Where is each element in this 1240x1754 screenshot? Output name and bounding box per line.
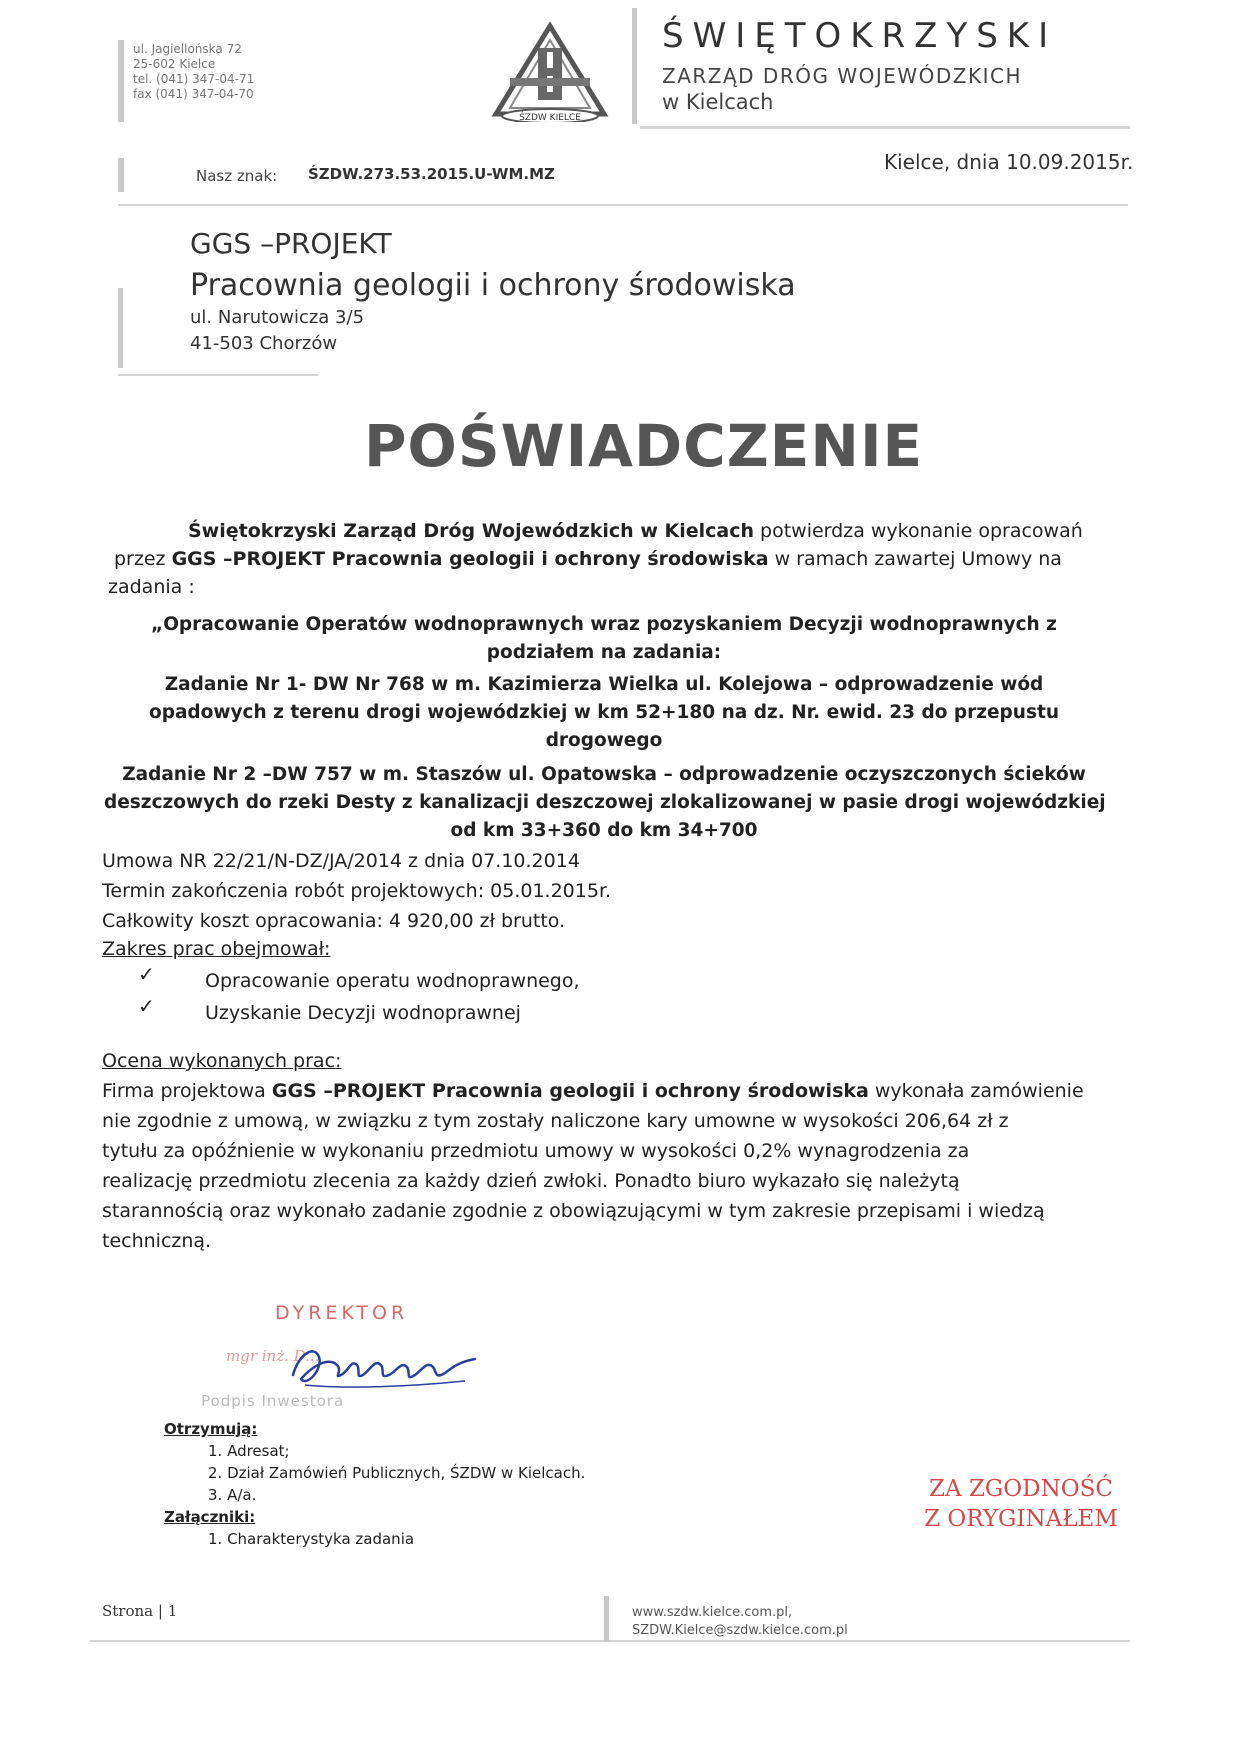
evaluation-line-1 (102, 1080, 1084, 1102)
distribution-item: 2. Dział Zamówień Publicznych, ŚZDW w Kielcach. (208, 1464, 586, 1482)
stamp-line-2: Z ORYGINAŁEM (924, 1506, 1118, 1532)
recipient-city: 41-503 Chorzów (190, 333, 338, 354)
recipient-name-line2: Pracownia geologii i ochrony środowiska (190, 268, 796, 303)
distribution-item: 1. Adresat; (208, 1442, 290, 1460)
intro-line-3: zadania : (108, 576, 195, 598)
task-line-2: podziałem na zadania: (486, 642, 722, 663)
letter-date: Kielce, dnia 10.09.2015r. (884, 150, 1134, 174)
scope-item: Uzyskanie Decyzji wodnoprawnej (205, 1002, 521, 1024)
attachment-item: 1. Charakterystyka zadania (208, 1530, 415, 1548)
email-link[interactable]: SZDW.Kielce@szdw.kielce.com.pl (632, 1623, 848, 1638)
footer-bar (604, 1596, 609, 1642)
task-line-7: deszczowych do rzeki Desty z kanalizacji deszczowej zlokalizowanej w pasie drogi wojewódzkiej (104, 792, 1106, 813)
director-name-stamp: mgr inż. D... (226, 1347, 320, 1365)
reference-number: ŚZDW.273.53.2015.U-WM.MZ (308, 165, 555, 183)
reference-label: Nasz znak: (196, 167, 278, 185)
evaluation-line-3: tytułu za opóźnienie w wykonaniu przedmiotu umowy w wysokości 0,2% wynagrodzenia za (102, 1140, 970, 1162)
page-number: Strona | 1 (102, 1602, 178, 1620)
evaluation-text-post: wykonała zamówienie (868, 1080, 1084, 1102)
evaluation-company-name: GGS –PROJEKT Pracownia geologii i ochrony środowiska (271, 1080, 869, 1102)
reference-divider (118, 204, 1128, 206)
task-line-3: Zadanie Nr 1- DW Nr 768 w m. Kazimierza Wielka ul. Kolejowa – odprowadzenie wód (164, 674, 1044, 695)
document-title: POŚWIADCZENIE (364, 412, 924, 480)
sender-street: ul. Jagiellońska 72 (133, 42, 242, 56)
evaluation-line-2: nie zgodnie z umową, w związku z tym zostały naliczone kary umowne w wysokości 206,64 zł z (102, 1110, 1009, 1132)
scope-heading: Zakres prac obejmował: (102, 938, 331, 960)
evaluation-heading: Ocena wykonanych prac: (102, 1050, 342, 1072)
recipient-bar (118, 288, 123, 368)
task-line-5: drogowego (545, 730, 663, 751)
scope-item: Opracowanie operatu wodnoprawnego, (205, 970, 580, 992)
recipient-name: GGS –PROJEKT (190, 227, 392, 260)
header-right-bar (632, 8, 637, 124)
intro-company-name: GGS –PROJEKT Pracownia geologii i ochrony środowiska (171, 548, 769, 570)
sender-phone: tel. (041) 347-04-71 (133, 72, 255, 86)
website-link[interactable]: www.szdw.kielce.com.pl, (632, 1605, 793, 1620)
recipient-street: ul. Narutowicza 3/5 (190, 307, 365, 328)
task-line-4: opadowych z terenu drogi wojewódzkiej w km 52+180 na dz. Nr. ewid. 23 do przepustu (149, 702, 1059, 723)
reference-bar (118, 158, 124, 192)
evaluation-text-pre: Firma projektowa (102, 1080, 272, 1102)
check-icon: ✓ (138, 994, 155, 1018)
szdw-logo (490, 22, 610, 122)
signature-caption: Podpis Inwestora (201, 1392, 345, 1410)
evaluation-line-6: techniczną. (102, 1230, 212, 1252)
intro-line-2 (114, 548, 1062, 570)
contract-number: Umowa NR 22/21/N-DZ/JA/2014 z dnia 07.10.2014 (102, 850, 580, 872)
task-line-1: „Opracowanie Operatów wodnoprawnych wraz pozyskaniem Decyzji wodnoprawnych z (151, 614, 1057, 635)
attachments-heading: Załączniki: (164, 1508, 256, 1526)
stamp-line-1: ZA ZGODNOŚĆ (929, 1476, 1113, 1502)
recipients-heading: Otrzymują: (164, 1420, 258, 1438)
intro-text-1: potwierdza wykonanie opracowań (754, 520, 1083, 542)
org-city: w Kielcach (662, 90, 774, 114)
task-line-8: od km 33+360 do km 34+700 (450, 820, 758, 841)
intro-line-1 (188, 520, 1083, 542)
footer-divider (90, 1640, 1130, 1642)
header-left-bar (118, 40, 124, 122)
evaluation-line-4: realizację przedmiotu zlecenia za każdy dzień zwłoki. Ponadto biuro wykazało się należytą (102, 1170, 960, 1192)
handwritten-signature (285, 1335, 485, 1395)
header-divider (640, 126, 1130, 129)
sender-postcode: 25-602 Kielce (133, 57, 216, 71)
sender-fax: fax (041) 347-04-70 (133, 87, 254, 101)
distribution-item: 3. A/a. (208, 1486, 257, 1504)
total-cost: Całkowity koszt opracowania: 4 920,00 zł brutto. (102, 910, 566, 932)
logo-caption: ŚZDW KIELCE (519, 113, 581, 122)
recipient-divider (118, 374, 318, 376)
intro-org-name: Świętokrzyski Zarząd Dróg Wojewódzkich w Kielcach (188, 520, 754, 542)
intro-text-2-pre: przez (114, 548, 172, 570)
org-name: ŚWIĘTOKRZYSKI (662, 16, 1058, 56)
check-icon: ✓ (138, 962, 155, 986)
evaluation-line-5: starannością oraz wykonało zadanie zgodnie z obowiązującymi w tym zakresie przepisami i wiedzą (102, 1200, 1045, 1222)
deadline: Termin zakończenia robót projektowych: 05.01.2015r. (102, 880, 612, 902)
road-sign-icon (490, 22, 610, 122)
org-subtitle: ZARZĄD DRÓG WOJEWÓDZKICH (662, 64, 1023, 88)
footer-contact (632, 1604, 848, 1640)
intro-text-2-post: w ramach zawartej Umowy na (768, 548, 1062, 570)
task-line-6: Zadanie Nr 2 –DW 757 w m. Staszów ul. Opatowska – odprowadzenie oczyszczonych ścieków (122, 764, 1086, 785)
sender-address (133, 42, 254, 102)
certified-copy-stamp (906, 1474, 1136, 1534)
director-stamp: DYREKTOR (275, 1302, 409, 1324)
